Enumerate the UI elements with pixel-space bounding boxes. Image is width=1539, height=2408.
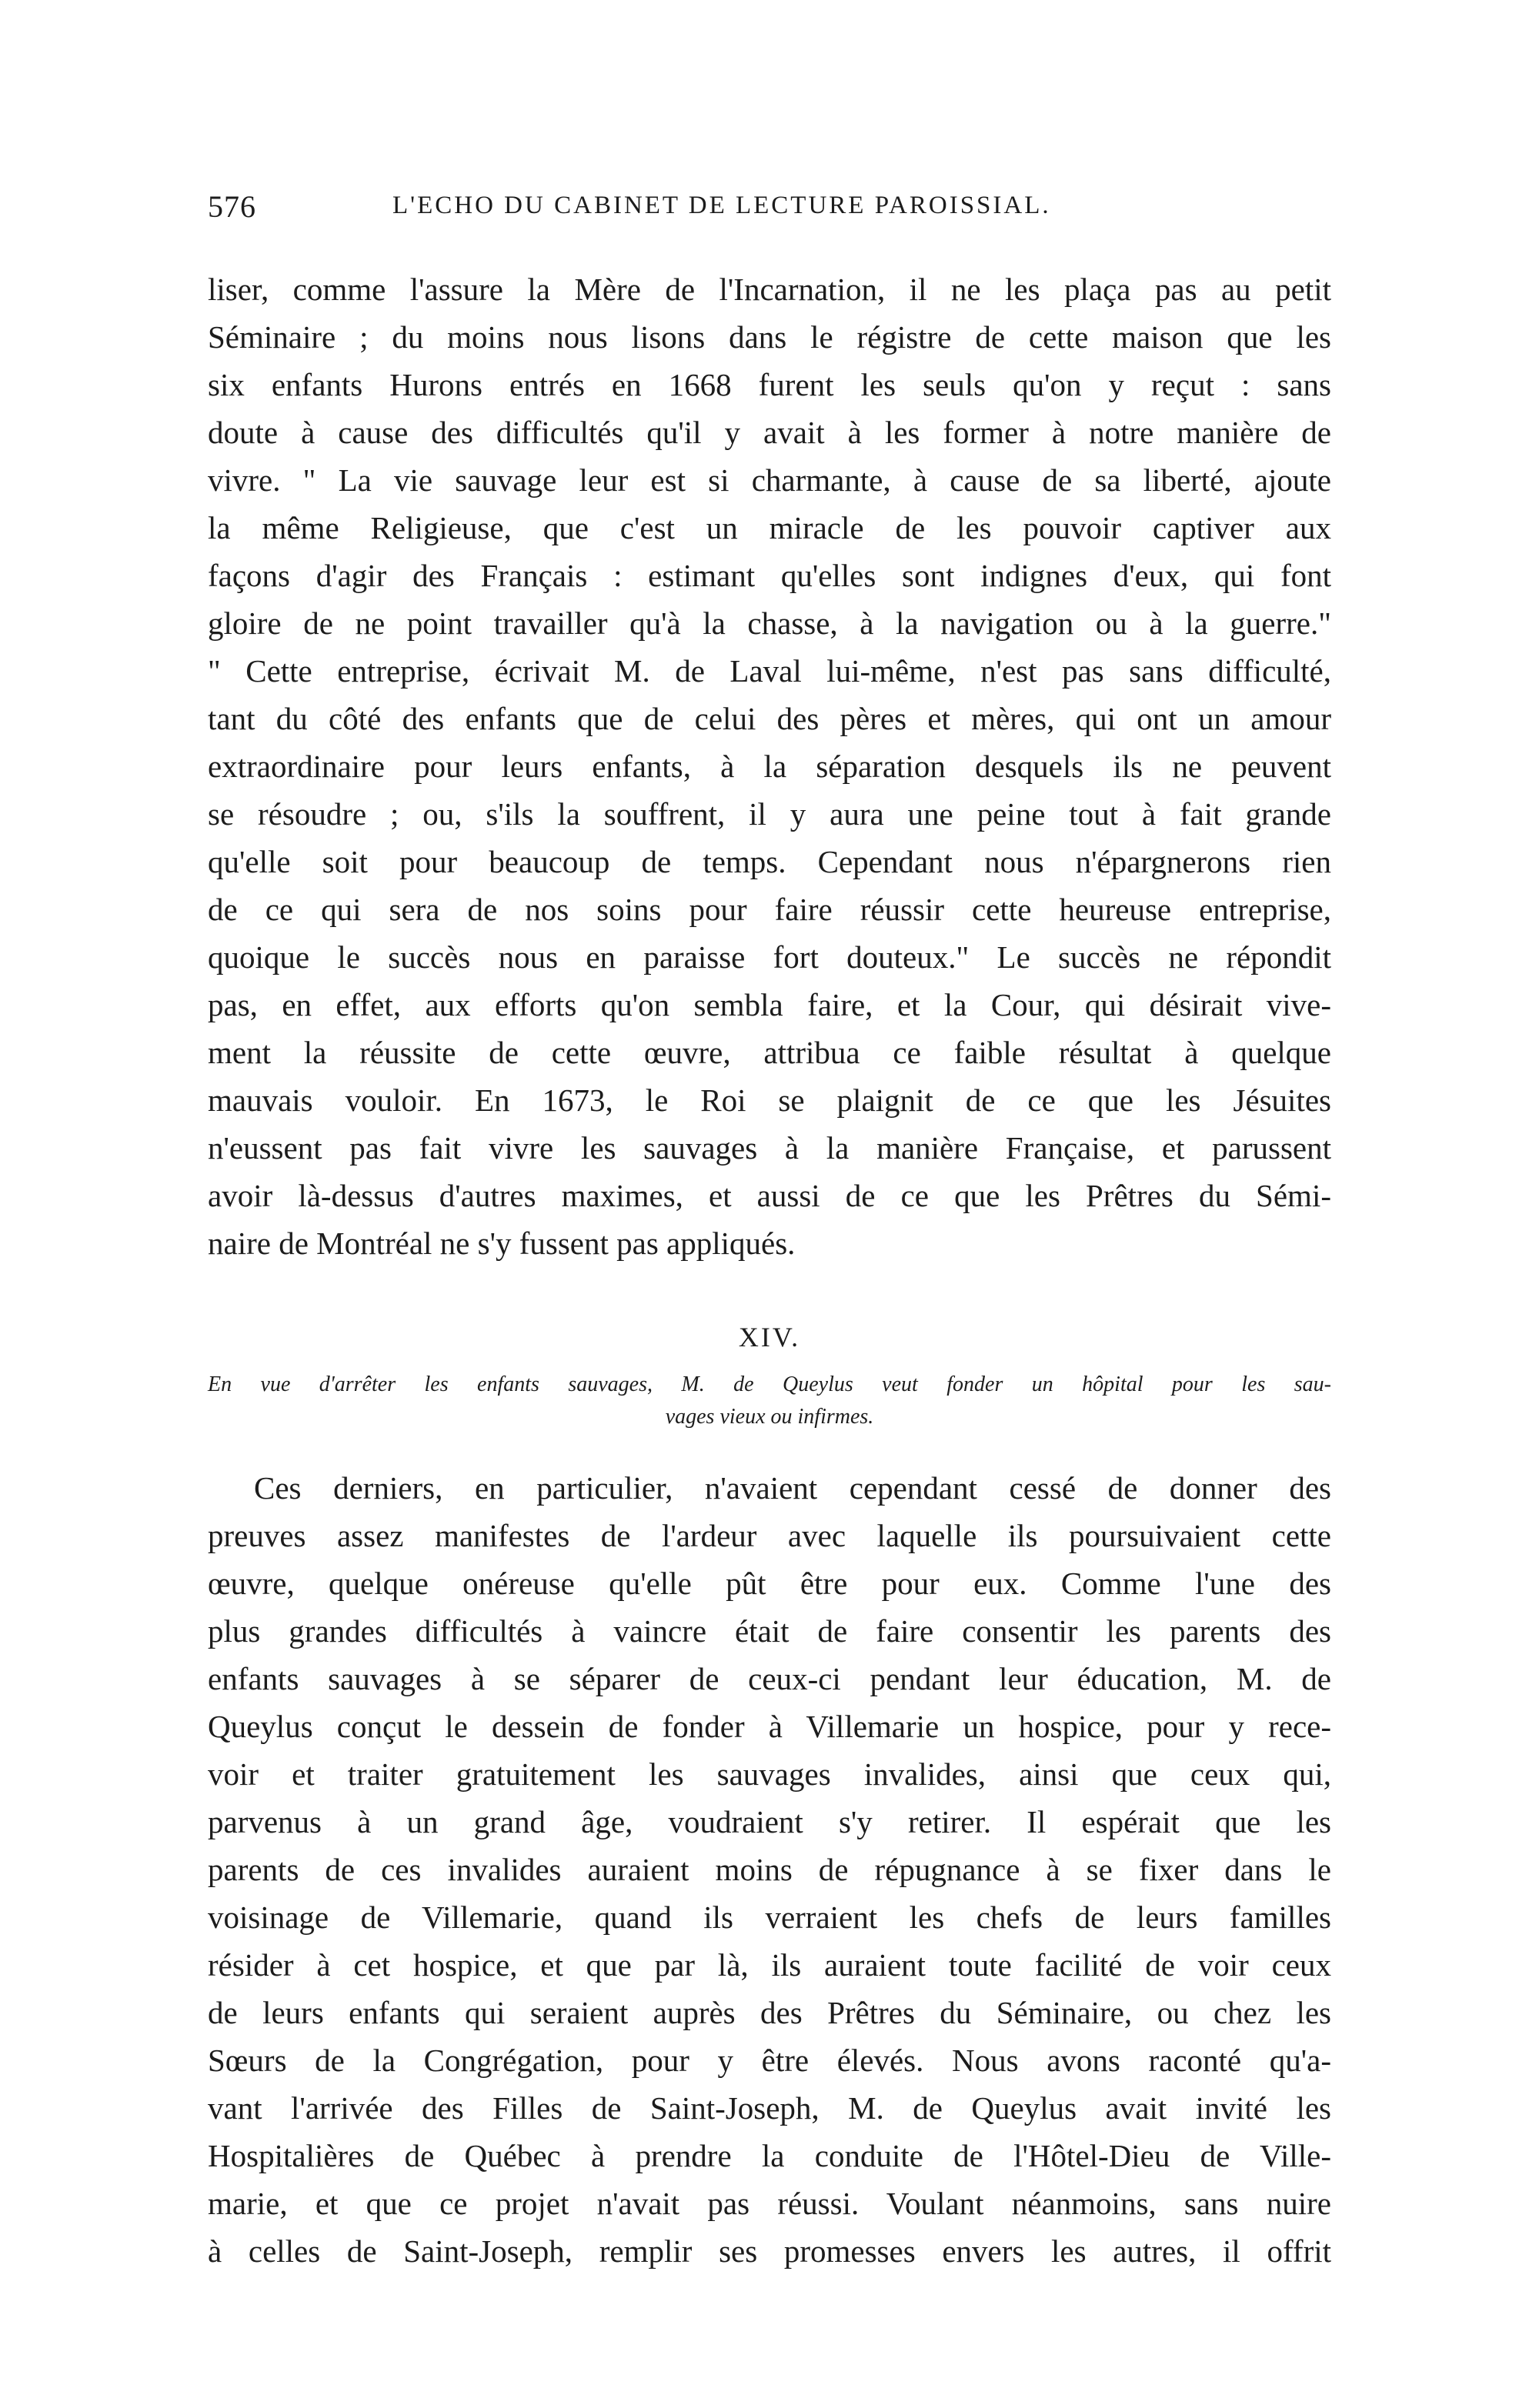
text-line: à celles de Saint-Joseph, remplir ses promesses envers les autres, il offrit (208, 2233, 1331, 2269)
text-line: œuvre, quelque onéreuse qu'elle pût être pour eux. Comme l'une des (208, 1566, 1331, 1601)
text-line: voir et traiter gratuitement les sauvages invalides, ainsi que ceux qui, (208, 1756, 1331, 1792)
text-line: extraordinaire pour leurs enfants, à la séparation desquels ils ne peuvent (208, 749, 1331, 784)
text-line: liser, comme l'assure la Mère de l'Incarnation, il ne les plaça pas au petit (208, 272, 1331, 307)
section-number: XIV. (738, 1322, 801, 1352)
text-line: enfants sauvages à se séparer de ceux-ci pendant leur éducation, M. de (208, 1661, 1331, 1696)
summary-line: vages vieux ou infirmes. (665, 1405, 874, 1429)
text-line: la même Religieuse, que c'est un miracle de les pouvoir captiver aux (208, 510, 1331, 545)
text-line: Hospitalières de Québec à prendre la conduite de l'Hôtel-Dieu de Ville- (208, 2138, 1331, 2173)
text-line: parents de ces invalides auraient moins de répugnance à se fixer dans le (208, 1852, 1331, 1887)
text-line: avoir là-dessus d'autres maximes, et aussi de ce que les Prêtres du Sémi- (208, 1178, 1331, 1213)
text-line: qu'elle soit pour beaucoup de temps. Cependant nous n'épargnerons rien (208, 844, 1331, 879)
text-line: preuves assez manifestes de l'ardeur avec laquelle ils poursuivaient cette (208, 1518, 1331, 1553)
text-line: gloire de ne point travailler qu'à la chasse, à la navigation ou à la guerre." (208, 605, 1331, 641)
text-line: pas, en effet, aux efforts qu'on sembla faire, et la Cour, qui désirait vive- (208, 987, 1331, 1022)
text-line: ment la réussite de cette œuvre, attribua ce faible résultat à quelque (208, 1035, 1331, 1070)
section-summary (208, 1369, 1331, 1433)
summary-line: En vue d'arrêter les enfants sauvages, M. de Queylus veut fonder un hôpital pour les sau- (208, 1372, 1331, 1396)
text-line: Sœurs de la Congrégation, pour y être élevés. Nous avons raconté qu'a- (208, 2043, 1331, 2078)
text-line: vivre. " La vie sauvage leur est si charmante, à cause de sa liberté, ajoute (208, 462, 1331, 498)
text-line: voisinage de Villemarie, quand ils verraient les chefs de leurs familles (208, 1899, 1331, 1935)
text-line: six enfants Hurons entrés en 1668 furent les seuls qu'on y reçut : sans (208, 367, 1331, 402)
text-line: quoique le succès nous en paraisse fort douteux." Le succès ne répondit (208, 939, 1331, 975)
text-line: parvenus à un grand âge, voudraient s'y retirer. Il espérait que les (208, 1804, 1331, 1839)
text-line: tant du côté des enfants que de celui des pères et mères, qui ont un amour (208, 701, 1331, 736)
text-line: vant l'arrivée des Filles de Saint-Joseph, M. de Queylus avait invité les (208, 2090, 1331, 2126)
text-line: doute à cause des difficultés qu'il y avait à les former à notre manière de (208, 415, 1331, 450)
text-line: Séminaire ; du moins nous lisons dans le régistre de cette maison que les (208, 319, 1331, 355)
text-line: naire de Montréal ne s'y fussent pas appliqués. (208, 1226, 796, 1261)
text-line: mauvais vouloir. En 1673, le Roi se plaignit de ce que les Jésuites (208, 1082, 1331, 1118)
text-line: plus grandes difficultés à vaincre était de faire consentir les parents des (208, 1613, 1331, 1649)
running-title: L'ECHO DU CABINET DE LECTURE PAROISSIAL. (392, 192, 1051, 219)
text-line: Queylus conçut le dessein de fonder à Villemarie un hospice, pour y rece- (208, 1709, 1331, 1744)
text-line: Ces derniers, en particulier, n'avaient cependant cessé de donner des (254, 1470, 1331, 1506)
text-line: n'eussent pas fait vivre les sauvages à la manière Française, et parussent (208, 1130, 1331, 1166)
text-line: résider à cet hospice, et que par là, ils auraient toute facilité de voir ceux (208, 1947, 1331, 1983)
text-line: se résoudre ; ou, s'ils la souffrent, il y aura une peine tout à fait grande (208, 796, 1331, 832)
book-page (208, 188, 1331, 2275)
page-number: 576 (208, 189, 256, 224)
text-line: de leurs enfants qui seraient auprès des Prêtres du Séminaire, ou chez les (208, 1995, 1331, 2030)
text-line: de ce qui sera de nos soins pour faire réussir cette heureuse entreprise, (208, 892, 1331, 927)
text-line: " Cette entreprise, écrivait M. de Laval lui-même, n'est pas sans difficulté, (208, 653, 1331, 689)
text-line: marie, et que ce projet n'avait pas réussi. Voulant néanmoins, sans nuire (208, 2186, 1331, 2221)
page-header (208, 188, 1331, 235)
paragraph-continued (208, 265, 1331, 1267)
paragraph-section-body (208, 1464, 1331, 2275)
text-line: façons d'agir des Français : estimant qu'elles sont indignes d'eux, qui font (208, 558, 1331, 593)
